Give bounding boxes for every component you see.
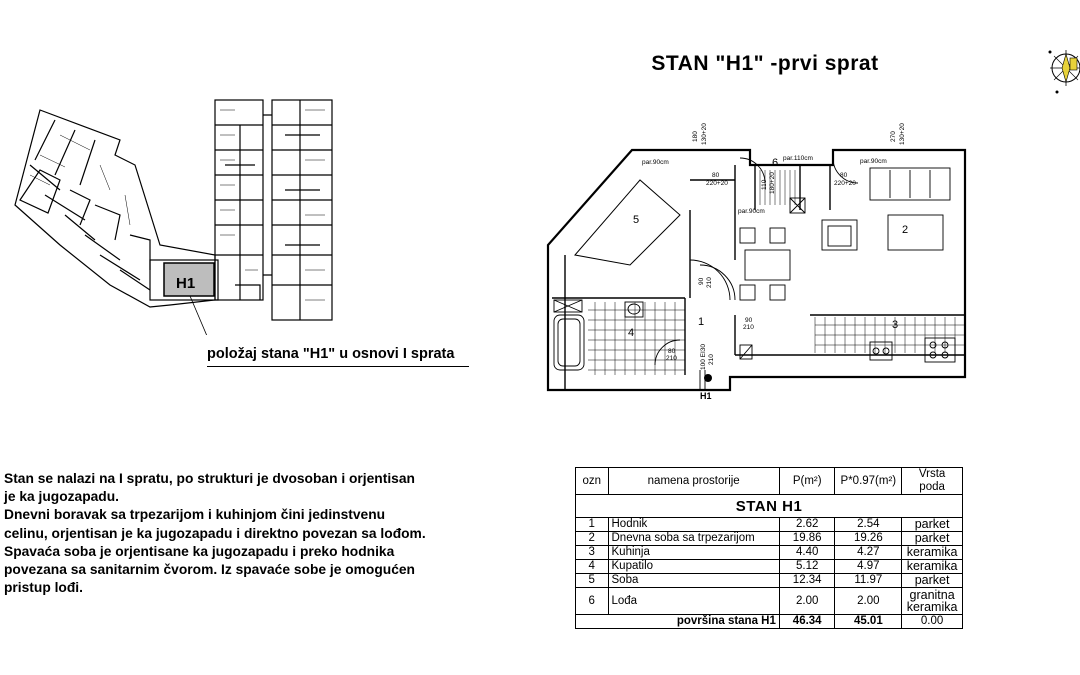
parapet-label-4: par.90cm	[738, 208, 765, 215]
total-label: površina stana H1	[576, 615, 780, 629]
row-floor-type: parket	[902, 518, 963, 532]
row-floor-type: parket	[902, 532, 963, 546]
total-area: 46.34	[779, 615, 835, 629]
room-number-5: 5	[633, 214, 640, 226]
table-row	[576, 574, 963, 588]
row-number: 1	[576, 518, 609, 532]
dim-door-2b: 210	[743, 324, 754, 331]
page-title: STAN "H1" -prvi sprat	[651, 52, 879, 75]
dim-window-3b: 220+20	[834, 180, 856, 187]
header-area: P(m²)	[779, 468, 835, 495]
entrance-marker	[704, 374, 712, 382]
row-number: 2	[576, 532, 609, 546]
table-section-row	[576, 495, 963, 518]
table-total-row	[576, 615, 963, 629]
row-area-reduced: 19.26	[835, 532, 902, 546]
row-floor-type	[902, 588, 963, 615]
row-area-reduced: 4.27	[835, 546, 902, 560]
row-area-reduced: 2.54	[835, 518, 902, 532]
row-room-name: Kuhinja	[608, 546, 779, 560]
row-room-name: Kupatilo	[608, 560, 779, 574]
table-header-row	[576, 468, 963, 495]
dim-door-4a: 100 EI30	[700, 343, 707, 370]
row-number: 3	[576, 546, 609, 560]
row-area: 12.34	[779, 574, 835, 588]
header-oznaka: ozn	[576, 468, 609, 495]
table-row	[576, 518, 963, 532]
dim-window-2a: 110	[761, 179, 768, 190]
row-area: 4.40	[779, 546, 835, 560]
table-row	[576, 532, 963, 546]
dim-top-left-a: 180	[692, 131, 699, 142]
row-floor-type: parket	[902, 574, 963, 588]
row-area: 2.00	[779, 588, 835, 615]
row-floor-type-line1: granitna	[909, 588, 955, 602]
dim-window-1a: 80	[712, 172, 720, 179]
row-area-reduced: 2.00	[835, 588, 902, 615]
parapet-label-3: par.90cm	[860, 158, 887, 165]
floor-plan	[540, 120, 980, 410]
row-floor-type: keramika	[902, 546, 963, 560]
dim-window-1b: 220+20	[706, 180, 728, 187]
parapet-label-2: par.110cm	[783, 155, 813, 162]
dim-door-1b: 210	[706, 277, 713, 288]
dim-door-4b: 210	[708, 354, 715, 365]
room-number-4: 4	[628, 327, 635, 339]
row-area-reduced: 11.97	[835, 574, 902, 588]
row-number: 5	[576, 574, 609, 588]
site-plan	[0, 95, 345, 335]
table-row	[576, 560, 963, 574]
row-room-name: Soba	[608, 574, 779, 588]
row-area: 5.12	[779, 560, 835, 574]
row-room-name: Hodnik	[608, 518, 779, 532]
parapet-label-1: par.90cm	[642, 159, 669, 166]
header-name: namena prostorije	[608, 468, 779, 495]
room-area-table	[575, 467, 963, 629]
room-number-3: 3	[892, 319, 899, 331]
dim-window-2b: 180+20	[769, 172, 776, 194]
row-number: 4	[576, 560, 609, 574]
row-room-name: Dnevna soba sa trpezarijom	[608, 532, 779, 546]
dim-top-right-b: 130+20	[899, 123, 906, 145]
room-number-6: 6	[772, 157, 779, 169]
dim-top-left-b: 130+20	[701, 123, 708, 145]
caption-underline	[207, 366, 469, 367]
room-number-1: 1	[698, 316, 705, 328]
entrance-label: H1	[700, 391, 712, 401]
header-floor: Vrsta poda	[902, 468, 963, 495]
row-area: 19.86	[779, 532, 835, 546]
dim-window-3a: 80	[840, 172, 848, 179]
dim-door-3a: 80	[668, 348, 676, 355]
dim-door-3b: 210	[666, 355, 677, 362]
row-floor-type: keramika	[902, 560, 963, 574]
dim-door-1a: 90	[698, 277, 705, 285]
site-unit-label: H1	[176, 275, 196, 292]
row-area-reduced: 4.97	[835, 560, 902, 574]
room-number-2: 2	[902, 224, 909, 236]
dim-top-right-a: 270	[890, 131, 897, 142]
apartment-description: Stan se nalazi na I spratu, po strukturi je dvosoban i orjentisan je ka jugozapadu. Dnevni boravak sa trpezarijom i kuhinjom čini jedinstvenu celinu, orjentisan je ka jugozapadu i direktno povezan sa lođom. Spavaća soba je orjentisane ka jugozapadu i preko hodnika povezana sa sanitarnim čvorom. Iz spavaće sobe je omogućen pristup lođi.	[4, 471, 426, 596]
table-section-title: STAN H1	[576, 495, 963, 518]
row-room-name: Lođa	[608, 588, 779, 615]
table-row	[576, 588, 963, 615]
row-area: 2.62	[779, 518, 835, 532]
total-area-reduced: 45.01	[835, 615, 902, 629]
row-number: 6	[576, 588, 609, 615]
compass-icon	[1040, 38, 1080, 98]
site-plan-caption: položaj stana "H1" u osnovi I sprata	[207, 346, 455, 362]
table-row	[576, 546, 963, 560]
dim-door-2a: 90	[745, 317, 753, 324]
row-floor-type-line2: keramika	[906, 600, 958, 614]
header-area-reduced: P*0.97(m²)	[835, 468, 902, 495]
total-floor: 0.00	[902, 615, 963, 629]
